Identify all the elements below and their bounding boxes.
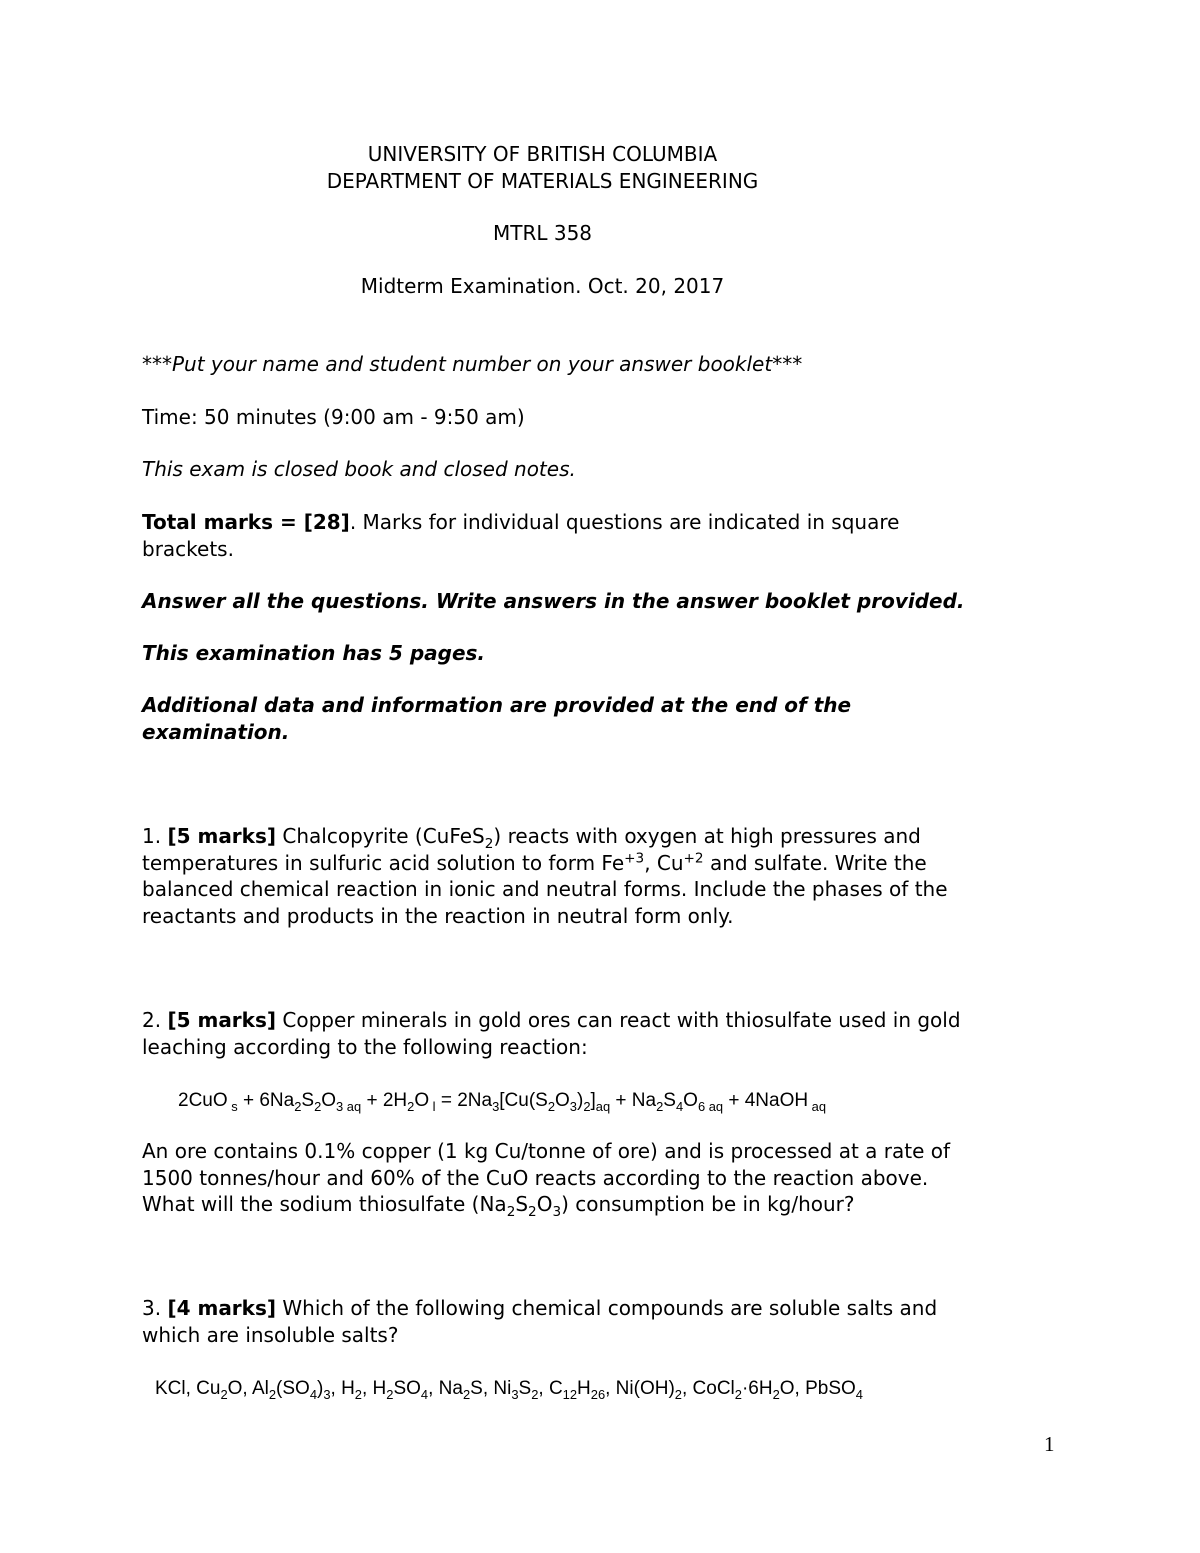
- exam-title: Midterm Examination. Oct. 20, 2017: [360, 274, 725, 298]
- answer-all-notice: Answer all the questions. Write answers in the answer booklet provided.: [142, 589, 965, 613]
- closed-book-notice: This exam is closed book and closed notes.: [142, 457, 576, 481]
- question-3: 3. [4 marks] Which of the following chemical compounds are soluble salts and: [142, 1296, 938, 1320]
- exam-time: Time: 50 minutes (9:00 am - 9:50 am): [142, 405, 525, 429]
- total-marks-line2: brackets.: [142, 537, 234, 561]
- question-1-line4: reactants and products in the reaction in neutral form only.: [142, 904, 734, 928]
- question-1-marks: [5 marks]: [167, 824, 277, 848]
- total-marks-label: Total marks = [28]: [142, 510, 350, 534]
- question-2-para-line1: An ore contains 0.1% copper (1 kg Cu/tonne of ore) and is processed at a rate of: [142, 1139, 951, 1163]
- course-code: MTRL 358: [492, 221, 593, 245]
- question-1-line3: balanced chemical reaction in ionic and neutral forms. Include the phases of the: [142, 877, 948, 901]
- thiosulfate-reaction-equation: 2CuO $_s + 6Na_2S_2O_{3 aq} + 2H_2O$ $_l = 2Na_3[Cu(S_2O_3)_2]_{aq} + Na_2S_4O_{6 aq}$ + 4NaOH $_{aq}$: [178, 1090, 827, 1114]
- question-1: 1. [5 marks] Chalcopyrite (CuFeS$_2$) reacts with oxygen at high pressures and: [142, 824, 921, 852]
- department-name: DEPARTMENT OF MATERIALS ENGINEERING: [326, 169, 759, 193]
- question-2: 2. [5 marks] Copper minerals in gold ores can react with thiosulfate used in gold: [142, 1008, 961, 1032]
- compound-list: KCl, $Cu_2O$, $Al_2(SO_4)_3$, $H_2$, $H_2SO_4$, $Na_2S$, $Ni_3S_2$, $C_{12}H_{26}$, $Ni(OH)_2$, $CoCl_2\cdot 6H_2O$, PbSO$_4$: [155, 1378, 863, 1402]
- question-2-marks: [5 marks]: [167, 1008, 277, 1032]
- additional-data-notice-line2: examination.: [142, 720, 290, 744]
- additional-data-notice: Additional data and information are provided at the end of the: [142, 693, 852, 717]
- question-3-marks: [4 marks]: [167, 1296, 277, 1320]
- university-name: UNIVERSITY OF BRITISH COLUMBIA: [367, 142, 718, 166]
- question-1-line2: temperatures in sulfuric acid solution to form $Fe^{+3}$, $Cu^{+2}$ and sulfate. Write the: [142, 850, 927, 875]
- question-3-line2: which are insoluble salts?: [142, 1323, 399, 1347]
- pages-notice: This examination has 5 pages.: [142, 641, 486, 665]
- question-2-para-line3: What will the sodium thiosulfate $(Na_2S_2O_3)$ consumption be in kg/hour?: [142, 1192, 855, 1220]
- total-marks: Total marks = [28]. Marks for individual questions are indicated in square: [142, 510, 900, 534]
- question-2-para-line2: 1500 tonnes/hour and 60% of the CuO reacts according to the reaction above.: [142, 1166, 929, 1190]
- name-notice: ***Put your name and student number on your answer booklet***: [142, 352, 803, 376]
- question-2-line2: leaching according to the following reaction:: [142, 1035, 588, 1059]
- page-number: 1: [1044, 1432, 1055, 1456]
